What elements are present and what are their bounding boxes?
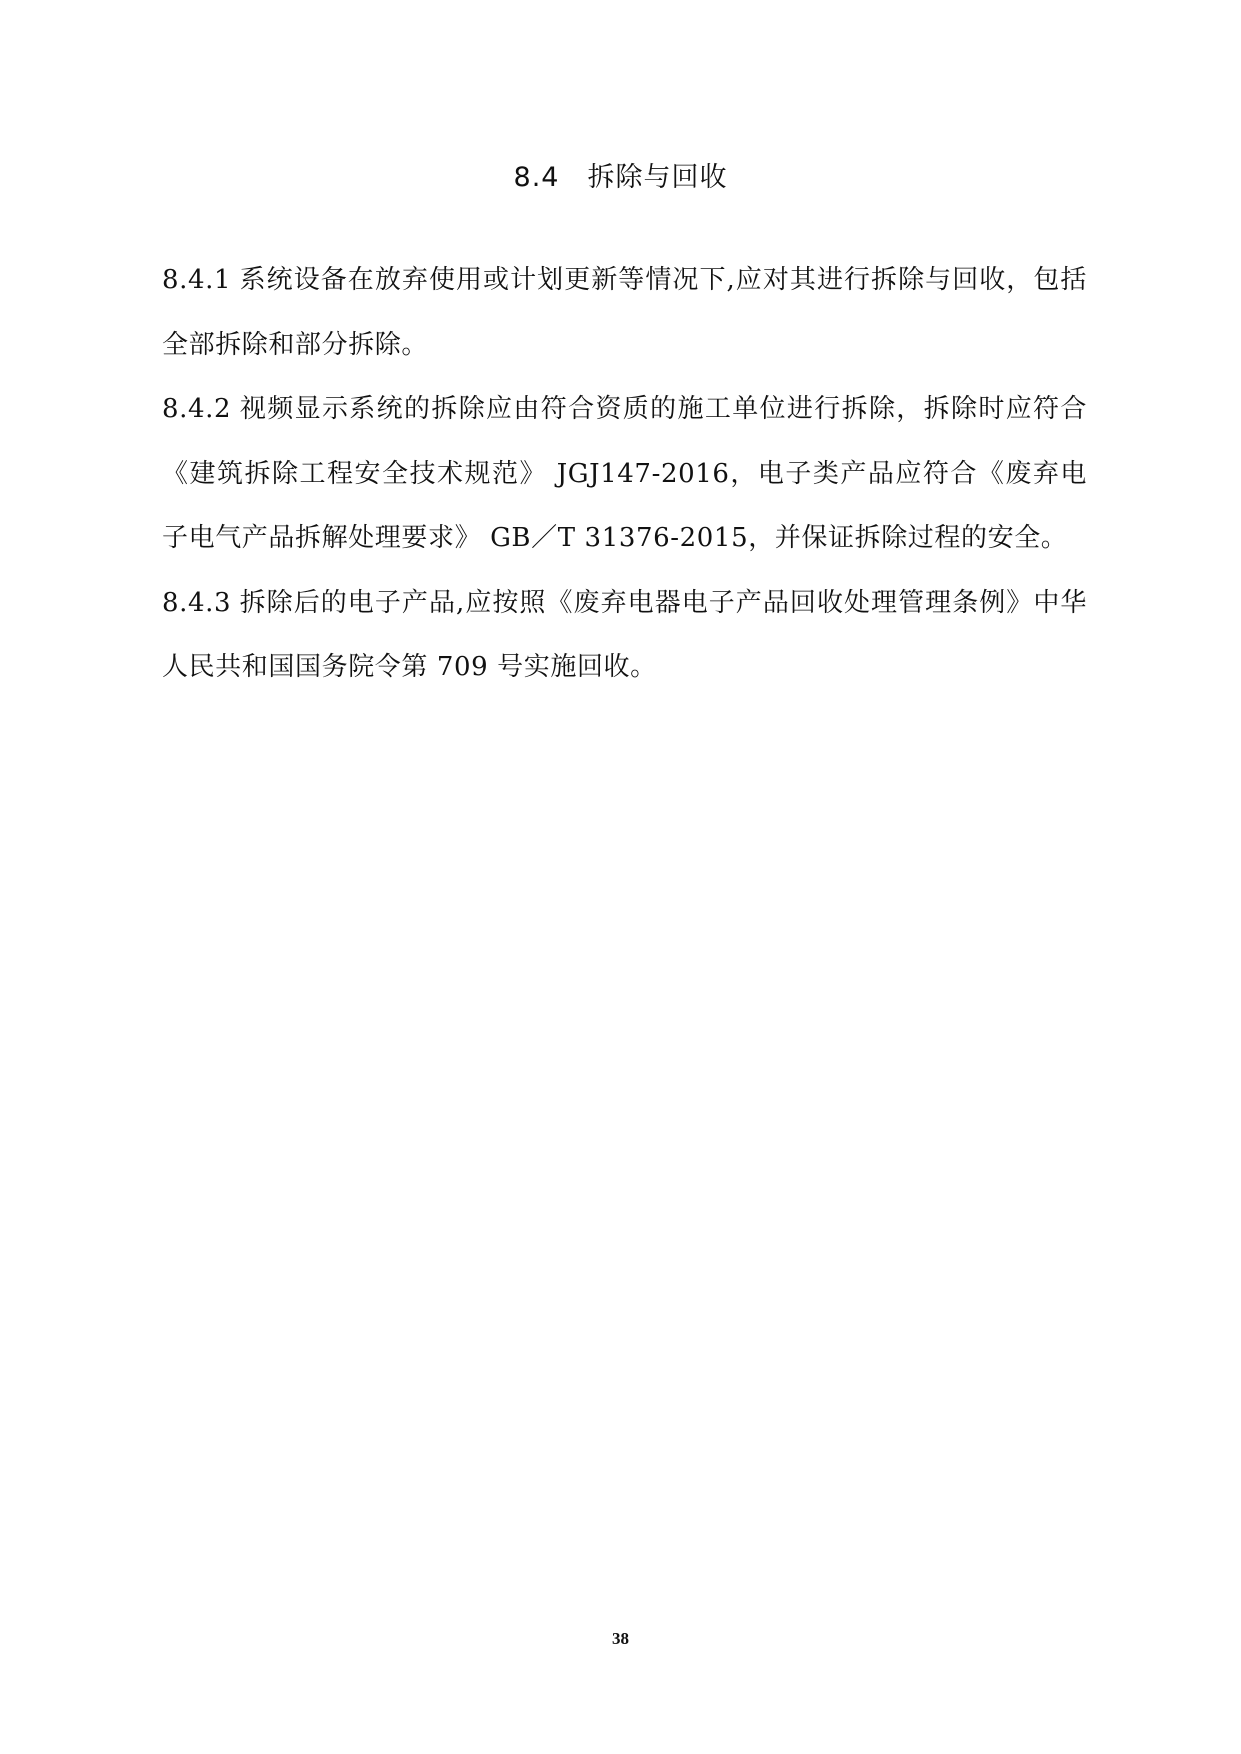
clause-8-4-2: [162, 377, 1087, 571]
clause-text: 视频显示系统的拆除应由符合资质的施工单位进行拆除，拆除时应符合《建筑拆除工程安全技术规范》 JGJ147-2016，电子类产品应符合《废弃电子电气产品拆解处理要求》 GB／T 31376-2015，并保证拆除过程的安全。: [162, 394, 1087, 553]
page-number: 38: [612, 1629, 629, 1648]
clause-text: 系统设备在放弃使用或计划更新等情况下,应对其进行拆除与回收，包括全部拆除和部分拆除。: [162, 265, 1087, 360]
section-title: 拆除与回收: [587, 162, 728, 193]
clause-number: 8.4.1: [162, 265, 232, 295]
clause-8-4-1: [162, 248, 1087, 377]
clause-8-4-3: [162, 571, 1087, 700]
section-body: [162, 248, 1087, 700]
clause-number: 8.4.2: [162, 394, 232, 424]
section-heading: [0, 160, 1241, 196]
clause-number: 8.4.3: [162, 587, 232, 618]
clause-text: 拆除后的电子产品,应按照《废弃电器电子产品回收处理管理条例》中华人民共和国国务院令第 709 号实施回收。: [162, 587, 1087, 682]
section-number: 8.4: [513, 162, 560, 193]
